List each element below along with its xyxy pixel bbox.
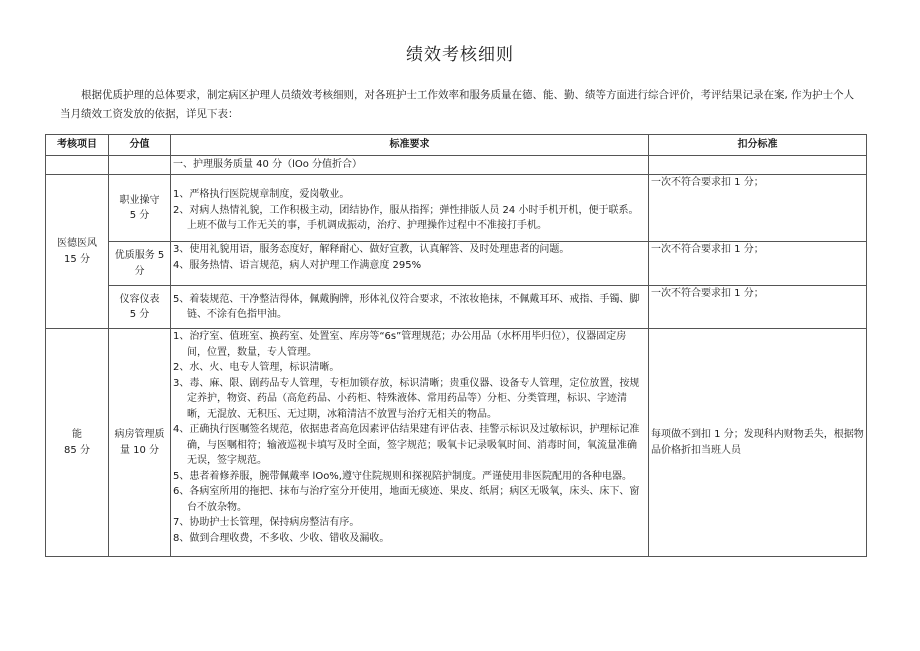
category-cell: 医德医风 15 分 (46, 175, 109, 329)
subitem-cell: 仪容仪表 5 分 (109, 286, 171, 329)
header-score: 分值 (109, 135, 171, 156)
deduction-cell: 每项做不到扣 1 分；发现科内财物丢失，根据物品价格折扣当班人员 (649, 329, 867, 557)
list-item: 6、各病室所用的拖把、抹布与治疗室分开使用，地面无痰迹、果皮、纸屑；病区无吸氧，床头、床下、窗台不放杂物。 (173, 486, 640, 513)
standard-cell (171, 242, 649, 286)
list-item: 5、患者着修养服，腕带佩戴率 lOo%,遵守住院规则和探视陪护制度。严谨使用非医院配用的各种电器。 (173, 470, 632, 482)
list-item: 4、服务热情、语言规范，病人对护理工作满意度 295% (173, 259, 422, 271)
list-item: 3、使用礼貌用语，服务态度好，解释耐心、做好宣教，认真解答、及时处理患者的问题。 (173, 244, 570, 255)
section-row (46, 156, 867, 175)
list-item: 3、毒、麻、限、剧药品专人管理，专柜加锁存放，标识清晰；贵重仪器、设备专人管理，定位放置，按规定养护，物资、药品（高危药品、小药柜、特殊液体、常用药品等）分柜、分类管理，标识、字迹清晰，无混放、无积压、无过期，冰箱清洁不放置与治疗无相关的物品。 (173, 377, 640, 420)
list-item: 2、对病人热情礼貌，工作积极主动，团结协作，服从指挥；弹性排版人员 24 小时手机开机，便于联系。上班不做与工作无关的事，手机调成振动，治疗、护理操作过程中不准接打手机。 (173, 204, 639, 231)
list-item: 7、协助护士长管理，保持病房整洁有序。 (173, 517, 360, 528)
subitem-cell: 优质服务 5 分 (109, 242, 171, 286)
subitem-cell: 病房管理质 量 10 分 (109, 329, 171, 557)
standard-cell (171, 286, 649, 329)
table-row (46, 286, 867, 329)
list-item: 1、严格执行医院规章制度，爱岗敬业。 (173, 189, 350, 200)
header-item: 考核项目 (46, 135, 109, 156)
section-title: 一、护理服务质量 40 分（lOo 分值折合） (171, 156, 649, 175)
subitem-cell: 职业操守 5 分 (109, 175, 171, 242)
deduction-cell: 一次不符合要求扣 1 分； (649, 286, 867, 329)
list-item: 2、水、火、电专人管理，标识清晰。 (173, 362, 340, 373)
list-item: 8、做到合理收费，不多收、少收、错收及漏收。 (173, 532, 390, 544)
table-row (46, 329, 867, 557)
deduction-cell: 一次不符合要求扣 1 分； (649, 242, 867, 286)
table-row (46, 175, 867, 242)
list-item: 1、治疗室、值班室、换药室、处置室、库房等“6s”管理规范；办公用品（水杯用毕归位），仪器固定房间，位置，数量，专人管理。 (173, 331, 627, 358)
table-row (46, 242, 867, 286)
table-header-row (46, 135, 867, 156)
assessment-table (45, 134, 867, 557)
list-item: 4、正确执行医嘱签名规范，依据患者高危因素评估结果建有评估表、挂警示标识及过敏标识，护理标记准确，与医嘱相符；输液巡视卡填写及时全面，签字规范；吸氧卡记录吸氧时间、消毒时间，氧流量准确无误，签字规范。 (173, 424, 640, 466)
intro-paragraph: 根据优质护理的总体要求，制定病区护理人员绩效考核细则，对各班护士工作效率和服务质量在德、能、勤、绩等方面进行综合评价，考评结果记录在案, 作为护士个人当月绩效工资发放的依据，详见下表： (60, 89, 855, 120)
deduction-cell: 一次不符合要求扣 1 分； (649, 175, 867, 242)
category-cell: 能 85 分 (46, 329, 109, 557)
header-deduction: 扣分标准 (649, 135, 867, 156)
standard-cell (171, 175, 649, 242)
standard-cell (171, 329, 649, 557)
page-title: 绩效考核细则 (406, 45, 514, 65)
header-standard: 标准要求 (171, 135, 649, 156)
list-item: 5、着装规范、干净整洁得体，佩戴胸牌，形体礼仪符合要求，不浓妆艳抹，不佩戴耳环、戒指、手镯、脚链、不涂有色指甲油。 (173, 293, 640, 320)
